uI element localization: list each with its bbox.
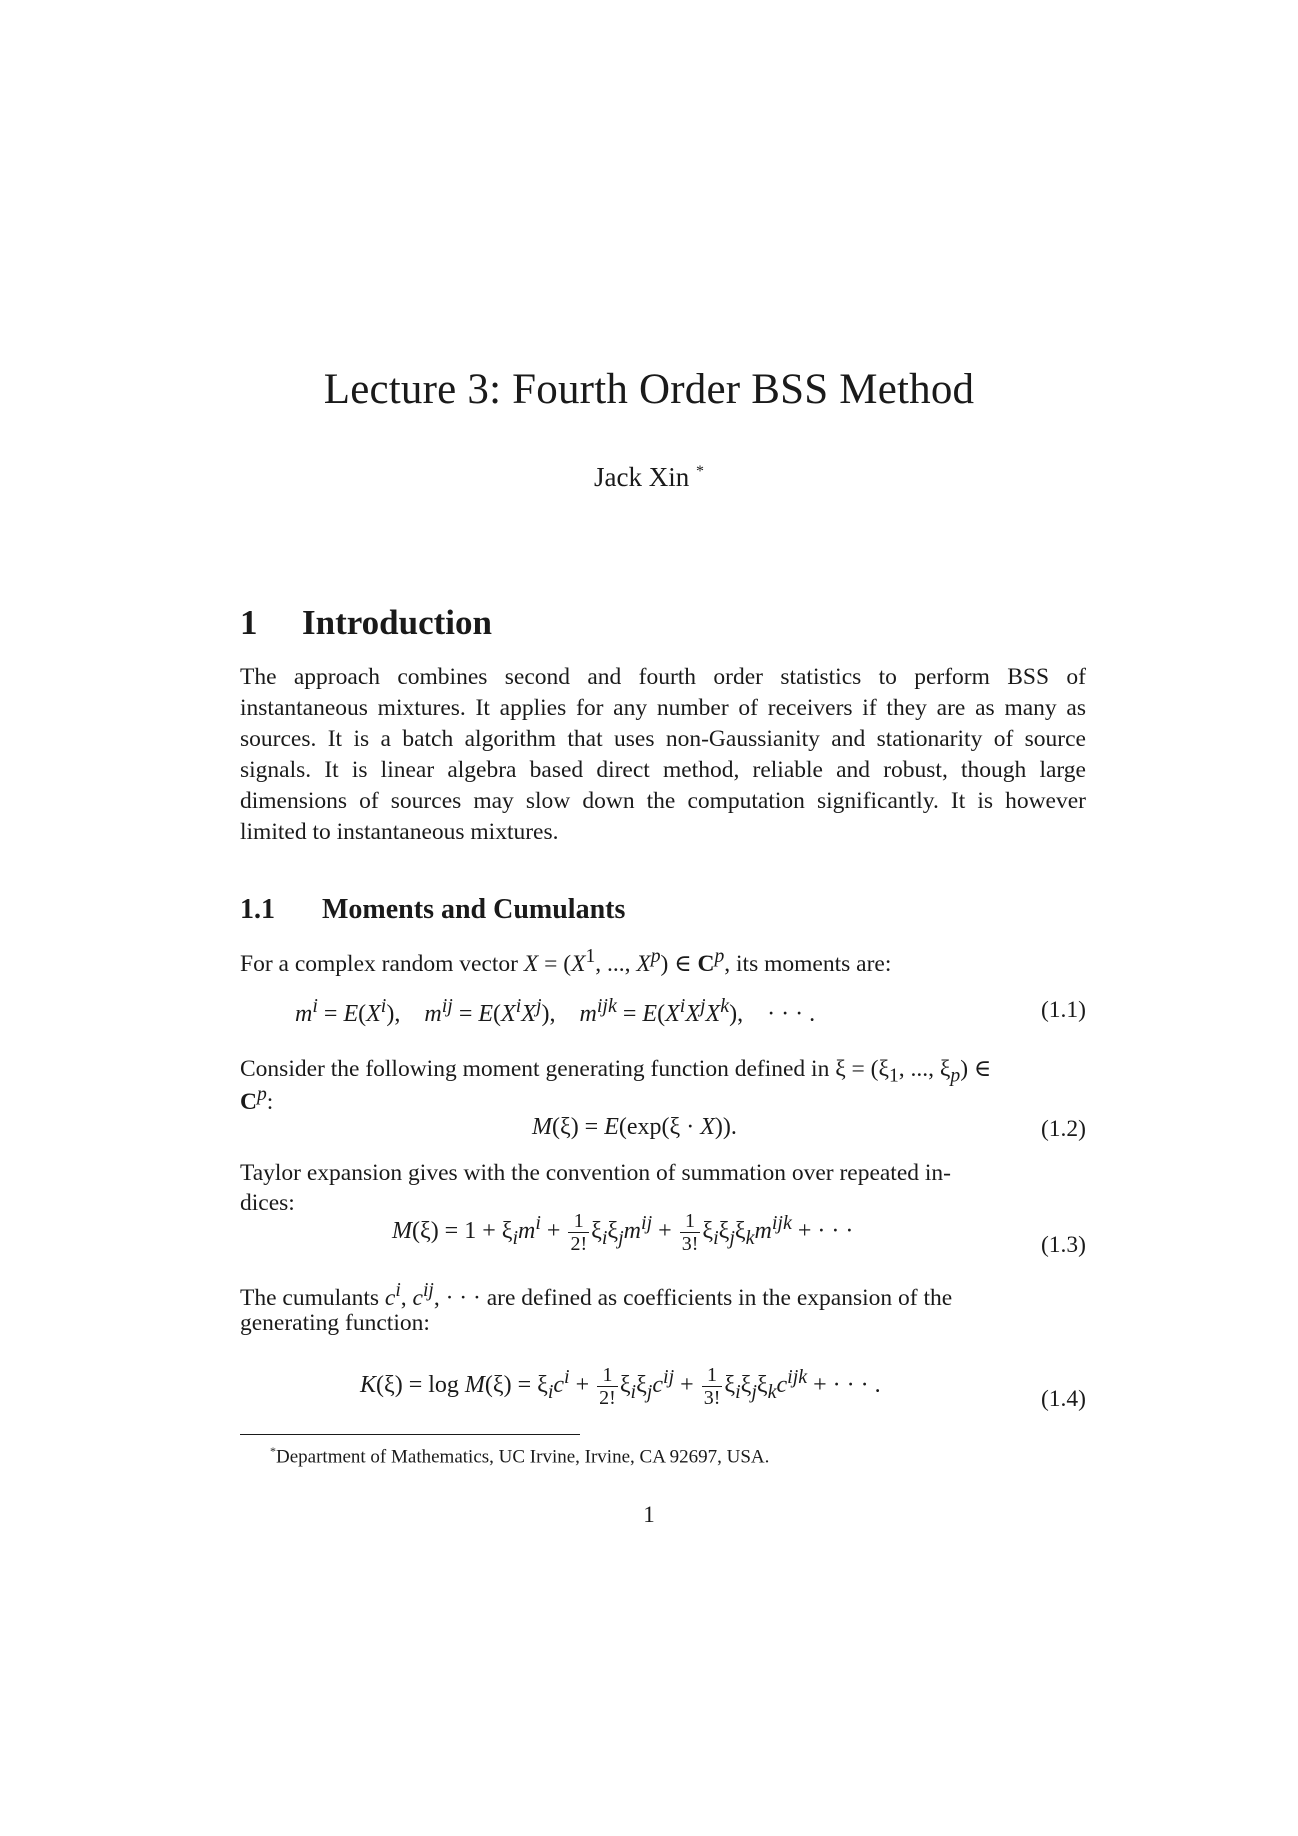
equation-1-1: $m^i = E(X^i)$, $m^{ij} = E(X^iX^j)$, $m^{ijk} = E(X^iX^jX^k)$, · · · . — [295, 995, 816, 1027]
equation-number-1-1: (1.1) — [1040, 997, 1086, 1023]
cumulants-intro-prefix: The cumulants — [240, 1284, 380, 1311]
subsection-title: Moments and Cumulants — [322, 894, 626, 925]
subsection-heading — [240, 894, 625, 926]
cumulants-intro-line-2: generating function: — [240, 1310, 430, 1336]
fraction-sixth-2: $\frac{1}{3!}$ — [703, 1364, 721, 1409]
equation-1-3: $M(\xi) = 1 + \xi_im^i$ + $\frac{1}{2!}$ $\xi_i\xi_jm^{ij}$ + $\frac{1}{3!}$ $\xi_i\xi_j\xi_km^{ijk}$ + · · · — [392, 1210, 854, 1255]
footnote-mark: * — [270, 1444, 276, 1458]
section-number: 1 — [240, 603, 258, 642]
cumulants-intro-suffix: are defined as coefficients in the expansion of the — [486, 1284, 953, 1311]
section-heading — [240, 603, 492, 643]
mgf-intro-text: Consider the following moment generating function defined in — [240, 1056, 830, 1082]
equation-number-1-4: (1.4) — [1040, 1386, 1086, 1412]
paper-title: Lecture 3: Fourth Order BSS Method — [323, 366, 975, 413]
author-line — [0, 462, 1298, 493]
equation-1-4: $K(\xi) = \log M(\xi) = \xi_ic^i$ + $\frac{1}{2!}$ $\xi_i\xi_jc^{ij}$ + $\frac{1}{3!}$ $\xi_i\xi_j\xi_kc^{ijk}$ + · · · . — [360, 1364, 881, 1409]
intro-paragraph: The approach combines second and fourth order statistics to perform BSS of instantaneous mixtures. It applies for any number of receivers if they are as many as sources. It is a batch algorithm that uses non-Gaussianity and stationarity of source signals. It is linear algebra based direct method, reliable and robust, though large dimensions of sources may slow down the computation significantly. It is however limited to instantaneous mixtures. — [240, 664, 1086, 845]
equation-1-2: M(ξ) = E(exp(ξ · X)). — [532, 1114, 737, 1140]
taylor-intro-line-2: dices: — [240, 1190, 295, 1216]
taylor-intro-line: Taylor expansion gives with the convention of summation over repeated in- — [240, 1160, 952, 1186]
moments-intro-prefix: For a complex random vector — [240, 950, 518, 977]
cumulants-intro-line: The cumulants $c^i$, $c^{ij}$, · · · are defined as coefficients in the expansion of the — [240, 1280, 953, 1311]
footnote-rule — [240, 1434, 580, 1435]
equation-number-1-2: (1.2) — [1040, 1116, 1086, 1142]
mgf-intro-line: Consider the following moment generating function defined in $\xi = (\xi_1$, ..., $\xi_p$) ∈ — [240, 1056, 992, 1087]
equation-number-1-3: (1.3) — [1040, 1232, 1086, 1258]
fraction-half: $\frac{1}{2!}$ — [570, 1210, 588, 1255]
footnote-text: Department of Mathematics, UC Irvine, Irvine, CA 92697, USA. — [276, 1446, 770, 1468]
page-number: 1 — [643, 1502, 655, 1527]
moments-intro-suffix: , its moments are: — [724, 950, 892, 977]
author-footnote-mark: * — [695, 463, 704, 480]
fraction-half-2: $\frac{1}{2!}$ — [599, 1364, 616, 1409]
fraction-sixth: $\frac{1}{3!}$ — [681, 1210, 699, 1255]
mgf-intro-line-2: $C^p$: — [240, 1084, 274, 1115]
mgf-intro-colon: : — [266, 1088, 274, 1115]
moments-intro-line: For a complex random vector $X = (X^1$, ..., $X^p$) ∈ $C^p$, its moments are: — [240, 946, 892, 977]
subsection-number: 1.1 — [240, 894, 275, 925]
footnote — [270, 1444, 769, 1468]
section-title: Introduction — [302, 603, 492, 642]
author-name: Jack Xin — [594, 462, 690, 492]
